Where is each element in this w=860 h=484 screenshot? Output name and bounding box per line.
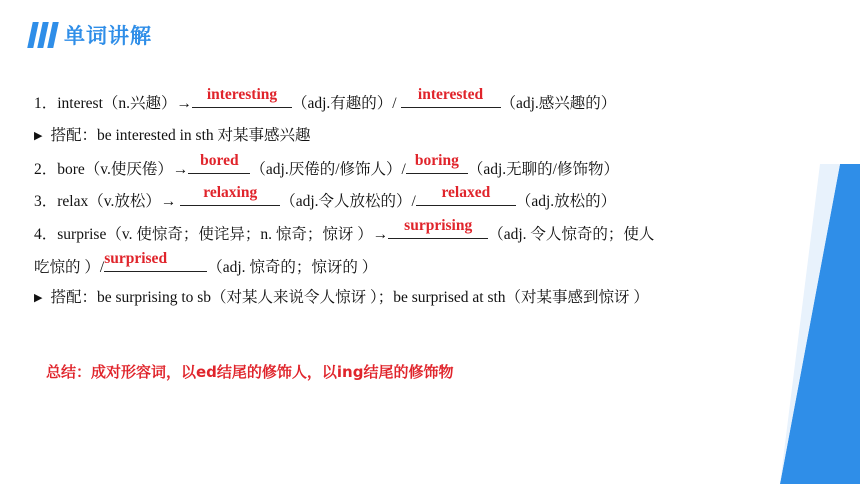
line-text: 4．surprise（v. 使惊奇；使诧异；n. 惊奇；惊讶 ）→ xyxy=(34,226,389,243)
vocab-line-surprise xyxy=(34,217,655,244)
answer-text: relaxing xyxy=(203,184,258,201)
answer-blank xyxy=(388,217,488,239)
title-bars-icon xyxy=(27,22,59,48)
line-text: （adj.有趣的）/ xyxy=(292,95,401,112)
bullet-icon: ▶ xyxy=(34,130,43,142)
header xyxy=(30,20,152,50)
answer-blank xyxy=(401,86,501,108)
vocab-line-interest xyxy=(34,86,617,113)
answer-text: interesting xyxy=(206,86,278,103)
line-text: （adj. 惊奇的；惊讶的 ） xyxy=(207,259,378,276)
collocation-line-surprise xyxy=(34,285,649,307)
line-text: 搭配：be surprising to sb（对某人来说令人惊讶 ）；be surprised at sth（对某事感到惊讶 ） xyxy=(50,289,649,306)
answer-blank xyxy=(416,184,516,206)
line-text: （adj.感兴趣的） xyxy=(500,95,617,112)
answer-text: interested xyxy=(417,86,484,103)
line-text: 2．bore（v.使厌倦）→ xyxy=(34,161,189,178)
answer-text: bored xyxy=(200,152,239,169)
line-text: 吃惊的 ）/ xyxy=(34,259,105,276)
answer-text: boring xyxy=(414,152,459,169)
answer-blank xyxy=(192,86,292,108)
vocab-line-surprise-cont xyxy=(34,250,378,277)
collocation-line-interest xyxy=(34,123,311,145)
answer-blank xyxy=(180,184,280,206)
answer-blank xyxy=(104,250,207,272)
line-text: 1．interest（n.兴趣）→ xyxy=(34,95,192,112)
answer-blank xyxy=(406,152,468,174)
vocab-line-bore xyxy=(34,152,619,179)
bullet-icon: ▶ xyxy=(34,292,43,304)
summary-note: 总结：成对形容词，以ed结尾的修饰人，以ing结尾的修饰物 xyxy=(46,363,454,381)
line-text: （adj. 令人惊奇的；使人 xyxy=(488,226,655,243)
answer-text: surprising xyxy=(404,217,473,234)
vocab-line-relax xyxy=(34,184,617,211)
answer-text: surprised xyxy=(104,250,168,267)
page-title: 单词讲解 xyxy=(64,24,152,48)
answer-blank xyxy=(188,152,250,174)
line-text: （adj.无聊的/修饰物） xyxy=(467,161,619,178)
line-text: 搭配：be interested in sth 对某事感兴趣 xyxy=(50,127,311,144)
corner-decoration xyxy=(780,164,860,484)
line-text: （adj.放松的） xyxy=(515,193,617,210)
line-text: （adj.令人放松的）/ xyxy=(280,193,416,210)
answer-text: relaxed xyxy=(441,184,491,201)
line-text: 3．relax（v.放松）→ xyxy=(34,193,181,210)
line-text: （adj.厌倦的/修饰人）/ xyxy=(250,161,406,178)
